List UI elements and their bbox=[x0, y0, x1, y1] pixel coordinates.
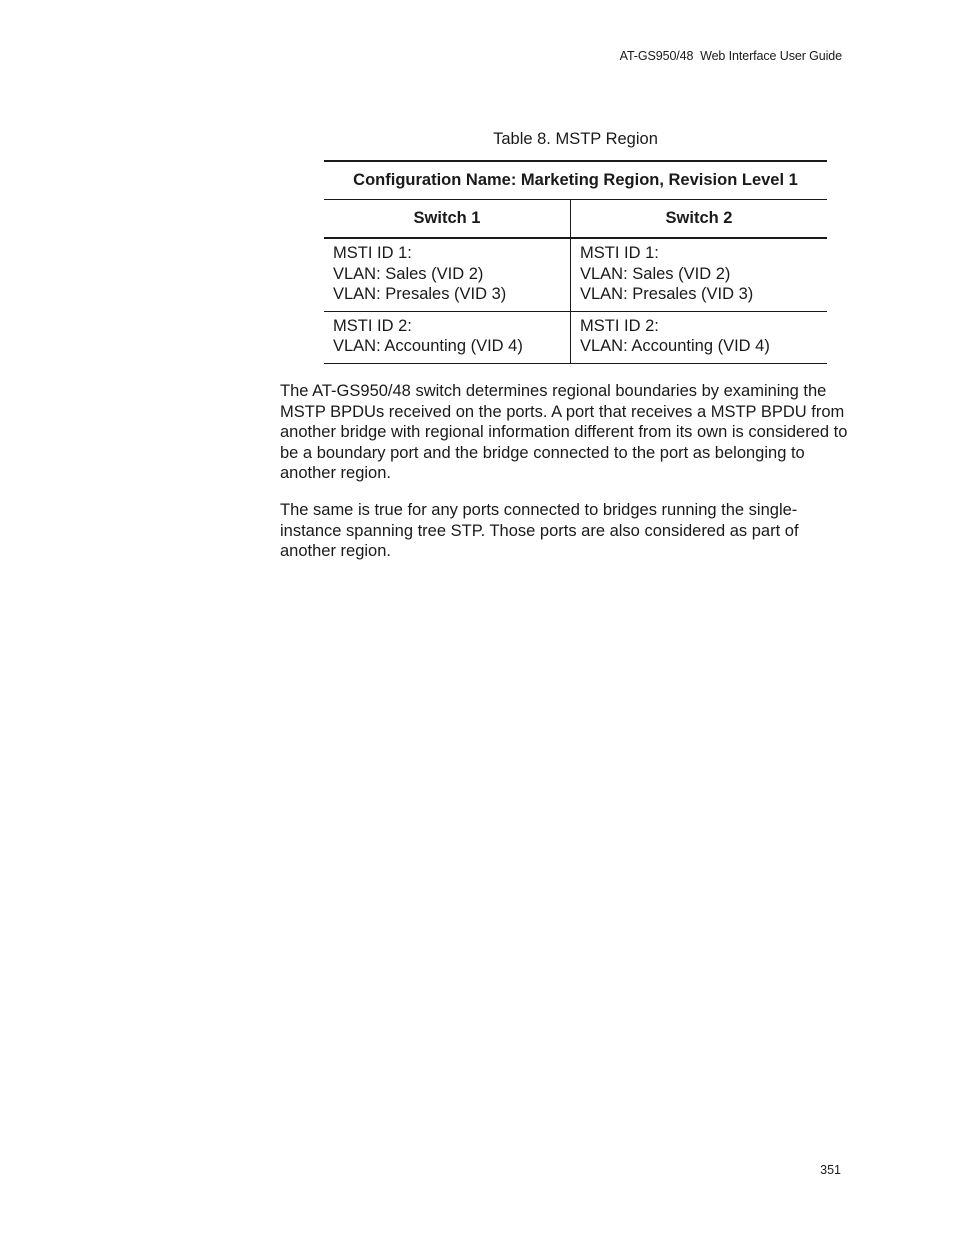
page-number: 351 bbox=[820, 1163, 841, 1177]
paragraph-line: instance spanning tree STP. Those ports are also considered as part of bbox=[280, 521, 799, 540]
cell-line: VLAN: Accounting (VID 4) bbox=[333, 337, 523, 355]
column-header-switch-1: Switch 1 bbox=[324, 200, 571, 239]
configuration-name-header: Configuration Name: Marketing Region, Revision Level 1 bbox=[324, 161, 827, 200]
running-header: AT-GS950/48 Web Interface User Guide bbox=[619, 49, 842, 63]
paragraph-line: another region. bbox=[280, 542, 391, 560]
cell-line: VLAN: Sales (VID 2) bbox=[580, 264, 731, 283]
cell-line: MSTI ID 1: bbox=[333, 244, 412, 262]
body-paragraph-stp bbox=[280, 500, 880, 562]
cell-line: VLAN: Presales (VID 3) bbox=[580, 285, 754, 303]
cell-line: MSTI ID 1: bbox=[580, 244, 659, 262]
paragraph-line: another region. bbox=[280, 464, 391, 482]
cell-line: VLAN: Accounting (VID 4) bbox=[580, 337, 770, 355]
body-paragraph-boundaries bbox=[280, 381, 880, 484]
table-cell bbox=[324, 311, 571, 363]
table-cell bbox=[571, 311, 828, 363]
table-row bbox=[324, 311, 827, 363]
mstp-region-table bbox=[324, 160, 827, 364]
paragraph-line: another bridge with regional information different from its own is considered to bbox=[280, 423, 848, 441]
column-header-switch-2: Switch 2 bbox=[571, 200, 828, 239]
table-cell bbox=[324, 238, 571, 311]
cell-line: MSTI ID 2: bbox=[333, 316, 412, 335]
paragraph-line: be a boundary port and the bridge connected to the port as belonging to bbox=[280, 443, 805, 462]
paragraph-line: MSTP BPDUs received on the ports. A port that receives a MSTP BPDU from bbox=[280, 402, 845, 421]
table-row bbox=[324, 238, 827, 311]
cell-line: MSTI ID 2: bbox=[580, 316, 659, 335]
cell-line: VLAN: Sales (VID 2) bbox=[333, 264, 484, 283]
table-cell bbox=[571, 238, 828, 311]
table-caption: Table 8. MSTP Region bbox=[493, 130, 658, 148]
paragraph-line: The AT-GS950/48 switch determines regional boundaries by examining the bbox=[280, 382, 827, 400]
cell-line: VLAN: Presales (VID 3) bbox=[333, 285, 507, 303]
paragraph-line: The same is true for any ports connected to bridges running the single- bbox=[280, 501, 798, 519]
